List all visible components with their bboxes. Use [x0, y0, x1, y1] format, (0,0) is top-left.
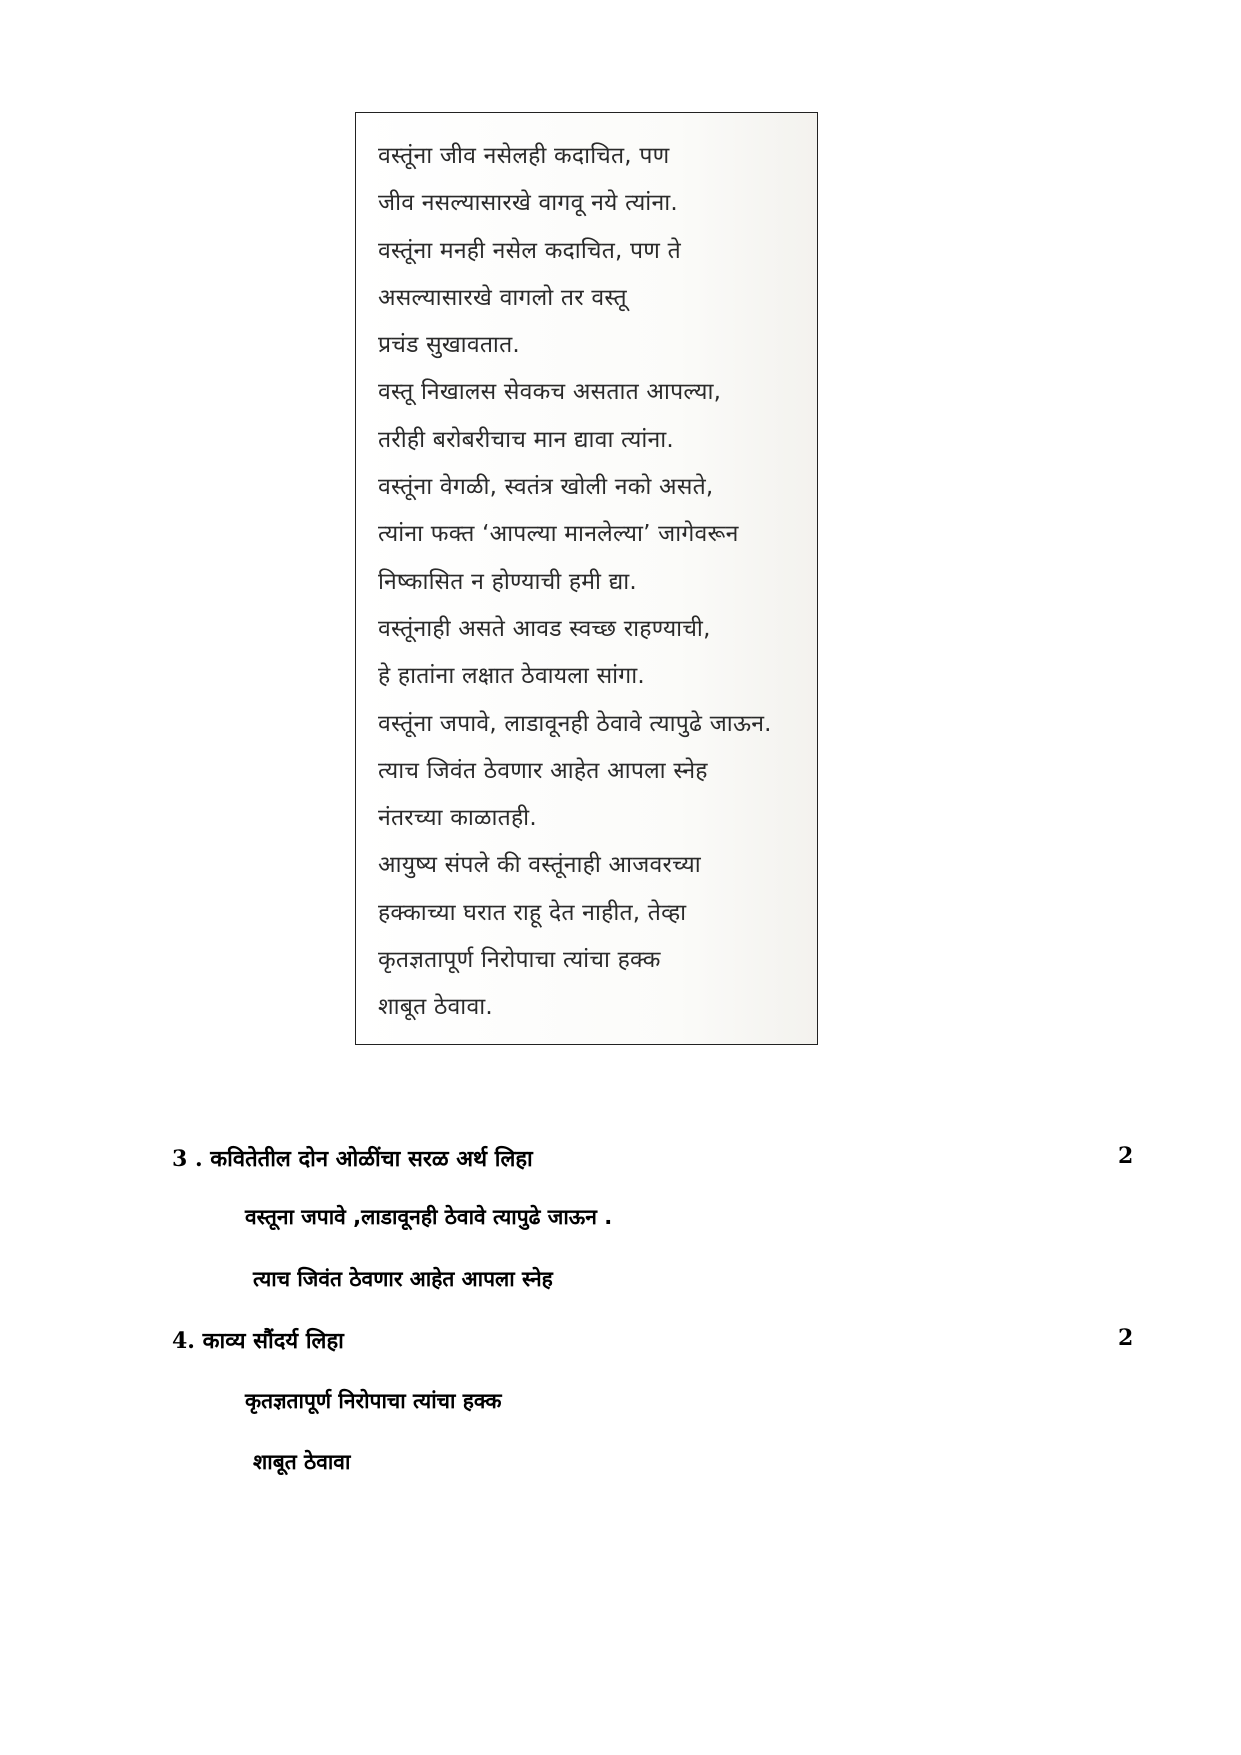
- poem-lines: [378, 133, 772, 1032]
- question-4-heading: 4. काव्य सौंदर्य लिहा: [172, 1328, 344, 1354]
- question-3-line-2: त्याच जिवंत ठेवणार आहेत आपला स्नेह: [253, 1267, 553, 1291]
- poem-line: वस्तू निखालस सेवकच असतात आपल्या,: [378, 379, 722, 406]
- poem-line: त्यांना फक्त ‘आपल्या मानलेल्या’ जागेवरून: [378, 521, 739, 548]
- poem-line: नंतरच्या काळातही.: [378, 805, 537, 832]
- question-4-line-2: शाबूत ठेवावा: [253, 1450, 351, 1474]
- poem-line: शाबूत ठेवावा.: [378, 994, 493, 1021]
- question-4-marks: 2: [1118, 1325, 1134, 1351]
- poem-line: असल्यासारखे वागलो तर वस्तू: [378, 284, 627, 311]
- poem-line: कृतज्ञतापूर्ण निरोपाचा त्यांचा हक्क: [378, 947, 661, 974]
- poem-box: [355, 112, 818, 1045]
- poem-line: वस्तूंना मनही नसेल कदाचित, पण ते: [378, 237, 681, 264]
- poem-line: वस्तूंना वेगळी, स्वतंत्र खोली नको असते,: [378, 474, 714, 501]
- poem-line: हक्काच्या घरात राहू देत नाहीत, तेव्हा: [378, 899, 687, 926]
- poem-line: हे हातांना लक्षात ठेवायला सांगा.: [378, 663, 645, 690]
- question-3-heading: 3 . कवितेतील दोन ओळींचा सरळ अर्थ लिहा: [172, 1146, 533, 1172]
- poem-line: वस्तूंना जपावे, लाडावूनही ठेवावे त्यापुढे जाऊन.: [378, 710, 772, 737]
- poem-line: त्याच जिवंत ठेवणार आहेत आपला स्नेह: [378, 757, 708, 784]
- poem-line: आयुष्य संपले की वस्तूंनाही आजवरच्या: [378, 852, 701, 879]
- question-4-line-1: कृतज्ञतापूर्ण निरोपाचा त्यांचा हक्क: [245, 1389, 502, 1413]
- poem-line: निष्कासित न होण्याची हमी द्या.: [378, 568, 637, 595]
- poem-line: प्रचंड सुखावतात.: [378, 332, 520, 359]
- poem-line: जीव नसल्यासारखे वागवू नये त्यांना.: [378, 190, 678, 217]
- poem-line: वस्तूंना जीव नसेलही कदाचित, पण: [378, 143, 670, 169]
- poem-line: तरीही बरोबरीचाच मान द्यावा त्यांना.: [378, 426, 674, 453]
- question-3-line-1: वस्तूना जपावे ,लाडावूनही ठेवावे त्यापुढे जाऊन .: [245, 1205, 613, 1229]
- poem-line: वस्तूंनाही असते आवड स्वच्छ राहण्याची,: [378, 615, 711, 642]
- question-3-marks: 2: [1118, 1143, 1134, 1169]
